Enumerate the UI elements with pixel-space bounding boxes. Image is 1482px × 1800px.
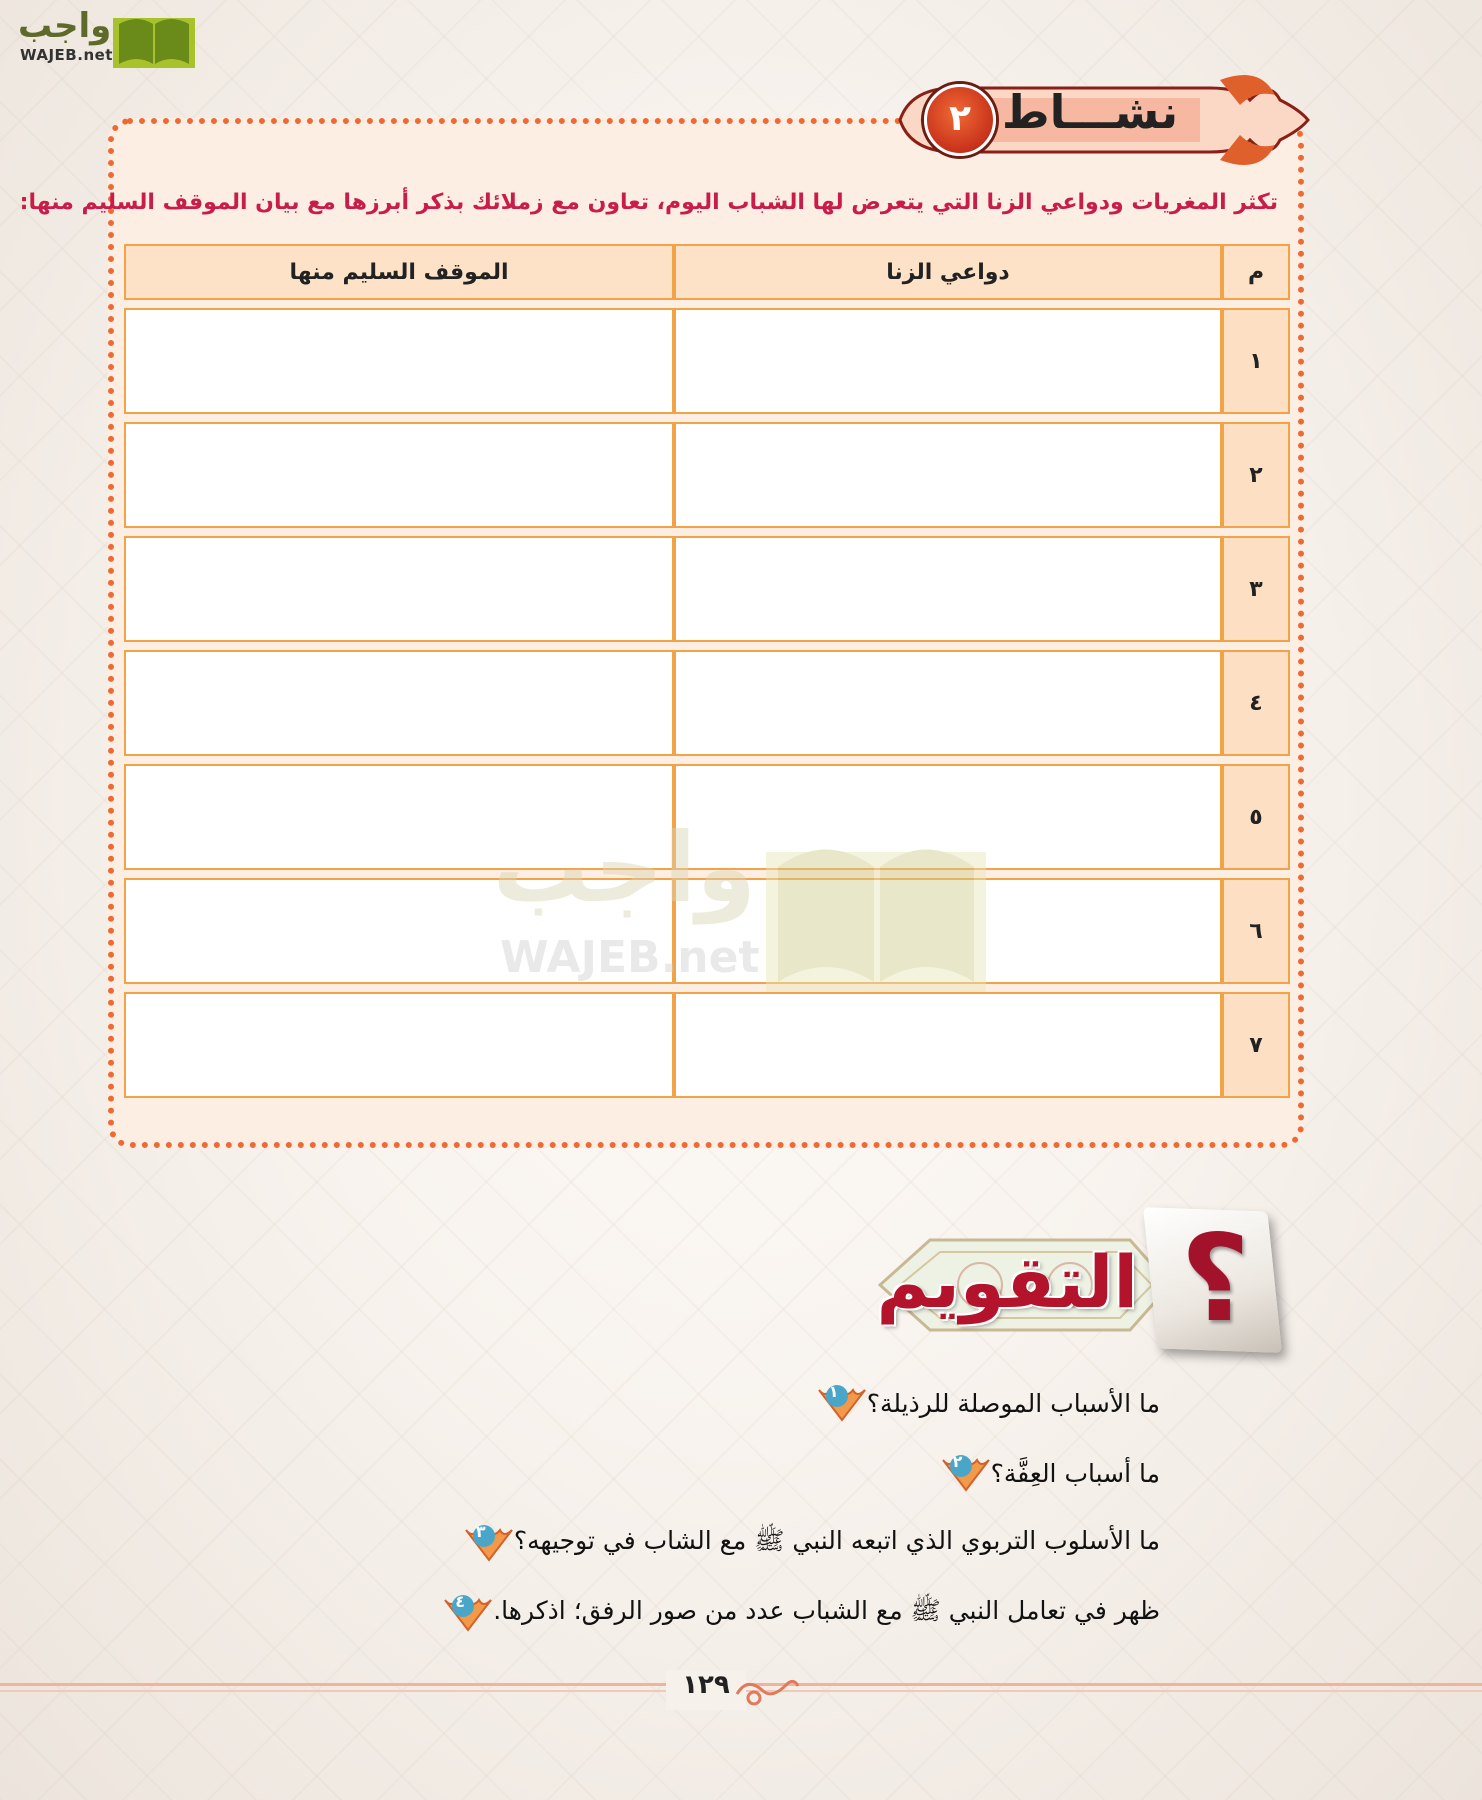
- wajeb-watermark: [492, 812, 996, 992]
- table-row: [124, 308, 1290, 414]
- question-item: [429, 1590, 1160, 1636]
- table-row: [124, 422, 1290, 528]
- stance-cell[interactable]: [124, 992, 674, 1098]
- question-item: [927, 1450, 1160, 1496]
- table-header-row: [124, 244, 1290, 300]
- logo-arabic-text: واجب: [18, 6, 112, 46]
- row-number: ٥: [1222, 764, 1290, 870]
- question-number: ١: [828, 1382, 839, 1401]
- question-text: ظهر في تعامل النبي ﷺ مع الشباب عدد من صور الرفق؛ اذكرها.: [493, 1595, 1160, 1625]
- stance-cell[interactable]: [124, 536, 674, 642]
- question-number: ٣: [475, 1522, 486, 1541]
- table-row: [124, 536, 1290, 642]
- activity-instruction: تكثر المغريات ودواعي الزنا التي يتعرض لها الشباب اليوم، تعاون مع زملائك بذكر أبرزها مع بيان الموقف السليم منها:: [19, 190, 1278, 215]
- watermark-english: WAJEB.net: [500, 932, 760, 983]
- row-number: ٦: [1222, 878, 1290, 984]
- question-text: ما الأسلوب التربوي الذي اتبعه النبي ﷺ مع الشاب في توجيهه؟: [513, 1525, 1160, 1555]
- causes-cell[interactable]: [674, 650, 1222, 756]
- row-number: ٣: [1222, 536, 1290, 642]
- watermark-arabic: واجب: [492, 812, 756, 924]
- question-number-icon: [817, 1380, 867, 1426]
- row-number: ٤: [1222, 650, 1290, 756]
- question-number: ٢: [952, 1452, 963, 1471]
- row-number: ٧: [1222, 992, 1290, 1098]
- book-icon: [113, 10, 195, 68]
- evaluation-title: التقويم: [876, 1240, 1138, 1324]
- wajeb-logo[interactable]: [8, 6, 188, 68]
- logo-english-text: WAJEB.net: [20, 46, 113, 64]
- row-number: ١: [1222, 308, 1290, 414]
- table-row: [124, 992, 1290, 1098]
- question-number-icon: [941, 1450, 991, 1496]
- stance-cell[interactable]: [124, 422, 674, 528]
- question-number-icon: [464, 1520, 514, 1566]
- table-row: [124, 650, 1290, 756]
- question-number-icon: [443, 1590, 493, 1636]
- footer-ornament-icon: [732, 1672, 802, 1712]
- causes-cell[interactable]: [674, 536, 1222, 642]
- causes-cell[interactable]: [674, 992, 1222, 1098]
- row-number: ٢: [1222, 422, 1290, 528]
- activity-title: نشـــاط: [1001, 85, 1179, 139]
- question-text: ما أسباب العِفَّة؟: [990, 1458, 1160, 1488]
- question-item: [450, 1520, 1160, 1566]
- activity-number-badge: ٢: [924, 84, 996, 156]
- question-item: [803, 1380, 1160, 1426]
- causes-cell[interactable]: [674, 422, 1222, 528]
- stance-cell[interactable]: [124, 308, 674, 414]
- header-causes: دواعي الزنا: [674, 244, 1222, 300]
- question-number: ٤: [455, 1592, 465, 1611]
- header-num: م: [1222, 244, 1290, 300]
- stance-cell[interactable]: [124, 650, 674, 756]
- question-text: ما الأسباب الموصلة للرذيلة؟: [866, 1388, 1160, 1418]
- causes-cell[interactable]: [674, 308, 1222, 414]
- question-mark-icon: ؟: [1180, 1210, 1250, 1349]
- header-stance: الموقف السليم منها: [124, 244, 674, 300]
- page-number: ١٢٩: [666, 1670, 746, 1710]
